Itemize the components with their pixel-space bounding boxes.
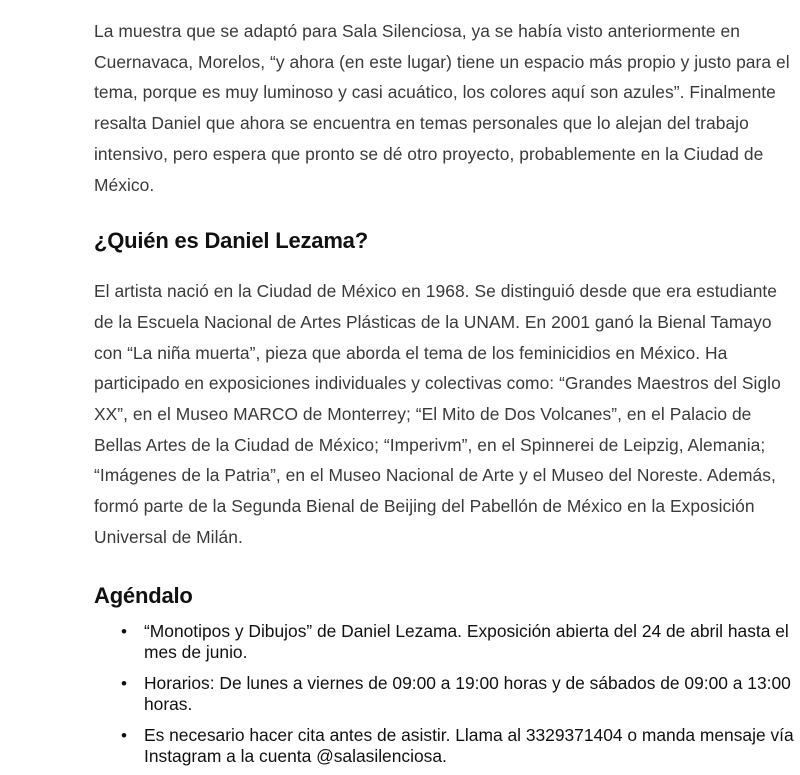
agenda-list bbox=[94, 621, 794, 767]
bullet-icon: • bbox=[121, 673, 127, 693]
bullet-icon: • bbox=[121, 725, 127, 745]
bio-heading: ¿Quién es Daniel Lezama? bbox=[94, 228, 368, 254]
bio-paragraph: El artista nació en la Ciudad de México en 1968. Se distinguió desde que era estudiante de la Escuela Nacional de Artes Plásticas de la UNAM. En 2001 ganó la Bienal Tamayo con “La niña muerta”, pieza que aborda el tema de los feminicidios en México. Ha participado en exposiciones individuales y colectivas como: “Grandes Maestros del Siglo XX”, en el Museo MARCO de Monterrey; “El Mito de Dos Volcanes”, en el Palacio de Bellas Artes de la Ciudad de México; “Imperivm”, en el Spinnerei de Leipzig, Alemania; “Imágenes de la Patria”, en el Museo Nacional de Arte y el Museo del Noreste. Además, formó parte de la Segunda Bienal de Beijing del Pabellón de México en la Exposición Universal de Milán. bbox=[94, 281, 781, 547]
agenda-item-text: “Monotipos y Dibujos” de Daniel Lezama. Exposición abierta del 24 de abril hasta el mes de junio. bbox=[144, 620, 789, 662]
list-item bbox=[94, 725, 794, 767]
agenda-item-text: Es necesario hacer cita antes de asistir. Llama al 3329371404 o manda mensaje vía Instagram a la cuenta @salasilenciosa. bbox=[144, 724, 794, 766]
list-item bbox=[94, 621, 794, 663]
list-item bbox=[94, 673, 794, 715]
agenda-item-text: Horarios: De lunes a viernes de 09:00 a 19:00 horas y de sábados de 09:00 a 13:00 horas. bbox=[144, 672, 791, 714]
agenda-heading: Agéndalo bbox=[94, 582, 193, 608]
bullet-icon: • bbox=[121, 621, 127, 641]
intro-paragraph: La muestra que se adaptó para Sala Silenciosa, ya se había visto anteriormente en Cuernavaca, Morelos, “y ahora (en este lugar) tiene un espacio más propio y justo para el tema, porque es muy luminoso y casi acuático, los colores aquí son azules”. Finalmente resalta Daniel que ahora se encuentra en temas personales que lo alejan del trabajo intensivo, pero espera que pronto se dé otro proyecto, probablemente en la Ciudad de México. bbox=[94, 21, 790, 195]
